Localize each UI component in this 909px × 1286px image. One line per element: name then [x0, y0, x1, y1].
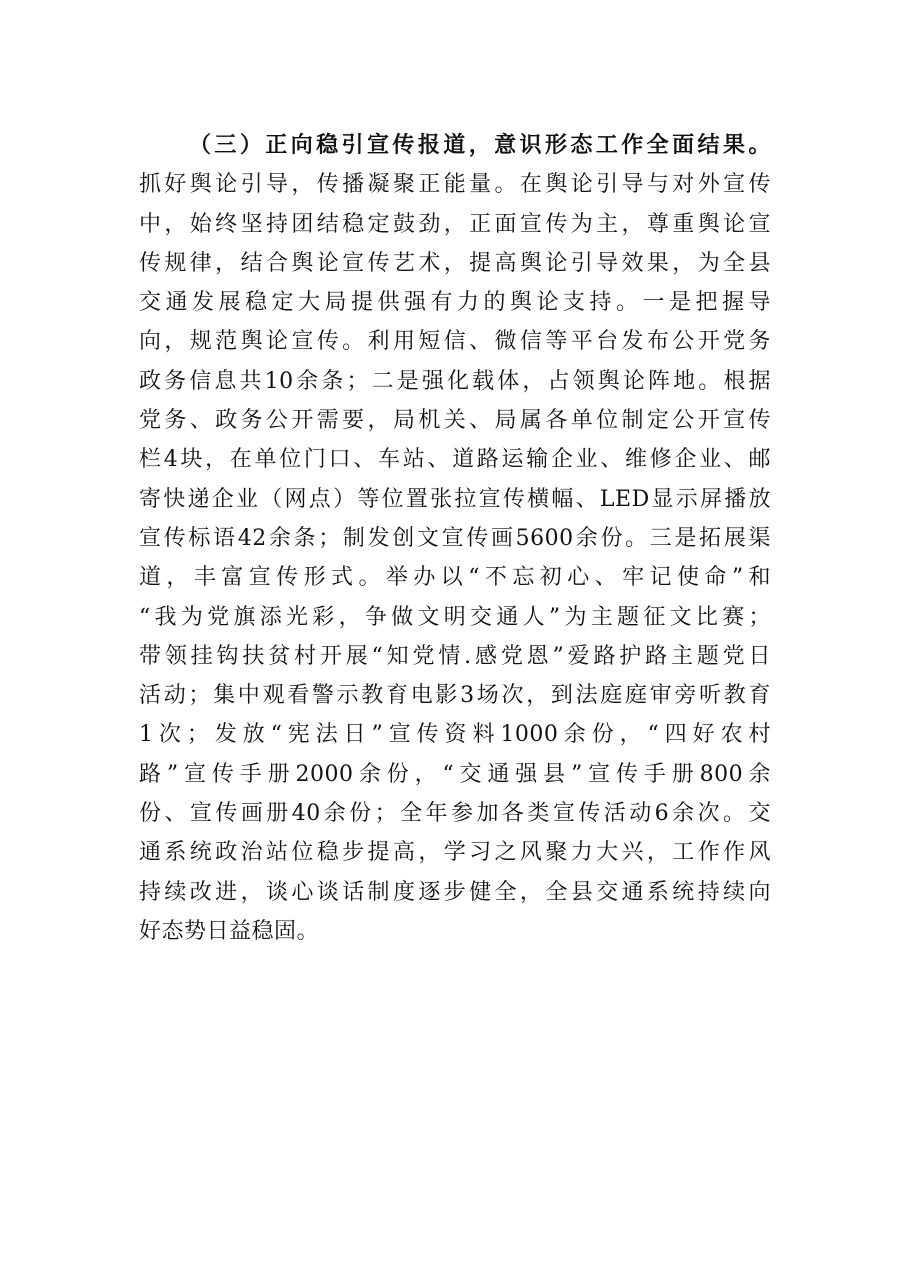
paragraph-line: 传规律，结合舆论宣传艺术，提高舆论引导效果，为全县	[139, 250, 771, 276]
paragraph-line: 份、宣传画册40余份；全年参加各类宣传活动6余次。交	[139, 801, 771, 827]
paragraph-line: 中，始终坚持团结稳定鼓劲，正面宣传为主，尊重舆论宣	[139, 211, 771, 237]
paragraph-line: 好态势日益稳固。	[139, 918, 320, 944]
paragraph-line: 通系统政治站位稳步提高，学习之风聚力大兴，工作作风	[139, 840, 771, 866]
paragraph-line: 政务信息共10余条；二是强化载体，占领舆论阵地。根据	[139, 368, 771, 394]
paragraph-line: 路”宣传手册2000余份，“交通强县”宣传手册800余	[139, 761, 771, 787]
paragraph-line: 交通发展稳定大局提供强有力的舆论支持。一是把握导	[139, 290, 771, 316]
paragraph-line: 持续改进，谈心谈话制度逐步健全，全县交通系统持续向	[139, 879, 771, 905]
document-body	[139, 126, 771, 951]
paragraph-line: 道，丰富宣传形式。举办以“不忘初心、牢记使命”和	[139, 565, 771, 591]
paragraph-line: 带领挂钩扶贫村开展“知党情.感党恩”爱路护路主题党日	[139, 643, 771, 669]
paragraph-line: 栏4块，在单位门口、车站、道路运输企业、维修企业、邮	[139, 447, 771, 473]
paragraph-line: 寄快递企业（网点）等位置张拉宣传横幅、LED显示屏播放	[139, 486, 771, 512]
paragraph-line: 1次；发放“宪法日”宣传资料1000余份，“四好农村	[139, 722, 771, 748]
paragraph-line: 宣传标语42余条；制发创文宣传画5600余份。三是拓展渠	[139, 525, 771, 551]
paragraph-line: 活动；集中观看警示教育电影3场次，到法庭庭审旁听教育	[139, 683, 771, 709]
paragraph-line: 党务、政务公开需要，局机关、局属各单位制定公开宣传	[139, 408, 771, 434]
paragraph-line: 向，规范舆论宣传。利用短信、微信等平台发布公开党务	[139, 329, 771, 355]
paragraph-line: 抓好舆论引导，传播凝聚正能量。在舆论引导与对外宣传	[139, 172, 771, 198]
paragraph-line: “我为党旗添光彩，争做文明交通人”为主题征文比赛；	[139, 604, 771, 630]
section-heading: （三）正向稳引宣传报道，意识形态工作全面结果。	[189, 132, 771, 158]
